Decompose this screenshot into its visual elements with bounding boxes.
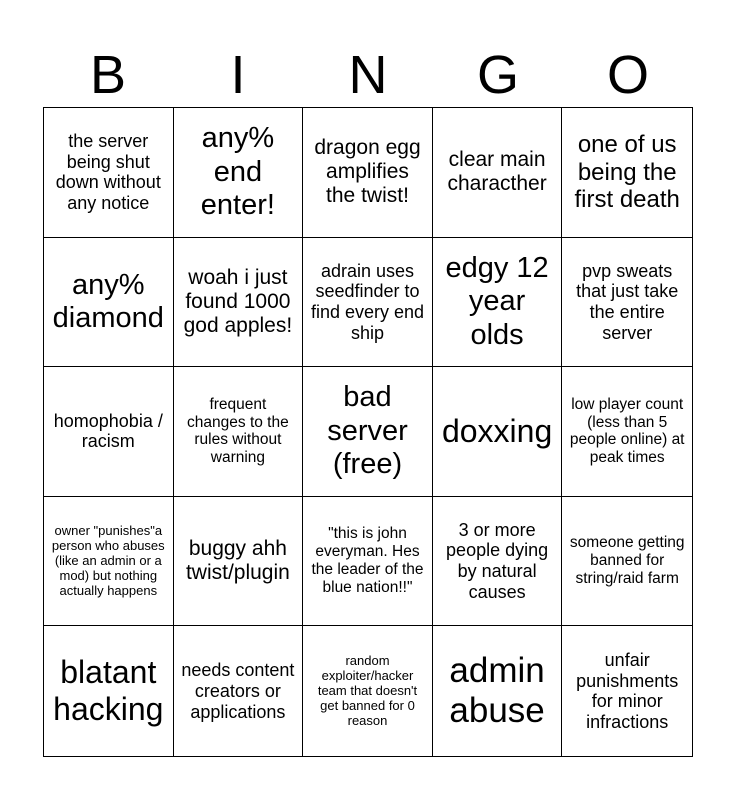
- cell-text: dragon egg amplifies the twist!: [314, 136, 421, 208]
- bingo-board: [43, 107, 693, 757]
- bingo-cell-r4c4[interactable]: [433, 497, 563, 627]
- cell-text: one of us being the first death: [574, 130, 680, 214]
- bingo-cell-r3c1[interactable]: [44, 367, 174, 497]
- bingo-cell-r4c1[interactable]: [44, 497, 174, 627]
- cell-text: random exploiter/hacker team that doesn't get banned for 0 reason: [317, 652, 418, 728]
- bingo-cell-r4c5[interactable]: [562, 497, 692, 627]
- header-letter-i: I: [230, 45, 246, 105]
- cell-text: frequent changes to the rules without warning: [187, 395, 289, 467]
- cell-text: homophobia / racism: [53, 410, 163, 452]
- cell-text: any% diamond: [52, 268, 164, 334]
- bingo-cell-r1c2[interactable]: [174, 108, 304, 238]
- cell-text: clear main characther: [447, 148, 547, 196]
- bingo-cell-r5c3[interactable]: [303, 626, 433, 756]
- cell-text: owner "punishes"a person who abuses (like an admin or a mod) but nothing actually happens: [51, 522, 165, 598]
- bingo-cell-r2c5[interactable]: [562, 238, 692, 368]
- cell-text: the server being shut down without any notice: [55, 130, 161, 213]
- cell-text: bad server (free): [327, 381, 408, 481]
- header-letter-n: N: [348, 45, 388, 105]
- cell-text: adrain uses seedfinder to find every end ship: [310, 260, 425, 343]
- bingo-cell-r5c1[interactable]: [44, 626, 174, 756]
- bingo-cell-r1c1[interactable]: [44, 108, 174, 238]
- cell-text: needs content creators or applications: [181, 660, 295, 722]
- cell-text: doxxing: [441, 413, 553, 450]
- bingo-cell-r2c1[interactable]: [44, 238, 174, 368]
- bingo-cell-r5c4[interactable]: [433, 626, 563, 756]
- cell-text: edgy 12 year olds: [445, 251, 549, 351]
- bingo-header: [43, 44, 693, 106]
- bingo-cell-r2c4[interactable]: [433, 238, 563, 368]
- bingo-cell-r2c2[interactable]: [174, 238, 304, 368]
- cell-text: low player count (less than 5 people online) at peak times: [569, 395, 685, 467]
- bingo-cell-r3c5[interactable]: [562, 367, 692, 497]
- bingo-cell-r3c3[interactable]: [303, 367, 433, 497]
- bingo-cell-r1c4[interactable]: [433, 108, 563, 238]
- cell-text: admin abuse: [449, 650, 545, 731]
- cell-text: someone getting banned for string/raid farm: [569, 534, 685, 587]
- header-letter-o: O: [606, 45, 649, 105]
- bingo-cell-r1c5[interactable]: [562, 108, 692, 238]
- header-letter-b: B: [89, 45, 127, 105]
- cell-text: unfair punishments for minor infractions: [576, 649, 679, 732]
- bingo-cell-r4c3[interactable]: [303, 497, 433, 627]
- bingo-cell-r5c5[interactable]: [562, 626, 692, 756]
- cell-text: any% end enter!: [200, 122, 275, 221]
- bingo-cell-r2c3[interactable]: [303, 238, 433, 368]
- bingo-cell-r3c4[interactable]: [433, 367, 563, 497]
- cell-text: "this is john everyman. Hes the leader of the blue nation!!": [311, 525, 424, 596]
- cell-text: blatant hacking: [53, 654, 164, 728]
- header-letter-g: G: [476, 45, 519, 105]
- cell-text: pvp sweats that just take the entire server: [576, 260, 679, 343]
- cell-text: 3 or more people dying by natural causes: [446, 519, 549, 602]
- bingo-cell-r3c2[interactable]: [174, 367, 304, 497]
- cell-text: woah i just found 1000 god apples!: [183, 265, 293, 337]
- bingo-cell-r5c2[interactable]: [174, 626, 304, 756]
- bingo-cell-r1c3[interactable]: [303, 108, 433, 238]
- bingo-cell-r4c2[interactable]: [174, 497, 304, 627]
- cell-text: buggy ahh twist/plugin: [185, 536, 290, 585]
